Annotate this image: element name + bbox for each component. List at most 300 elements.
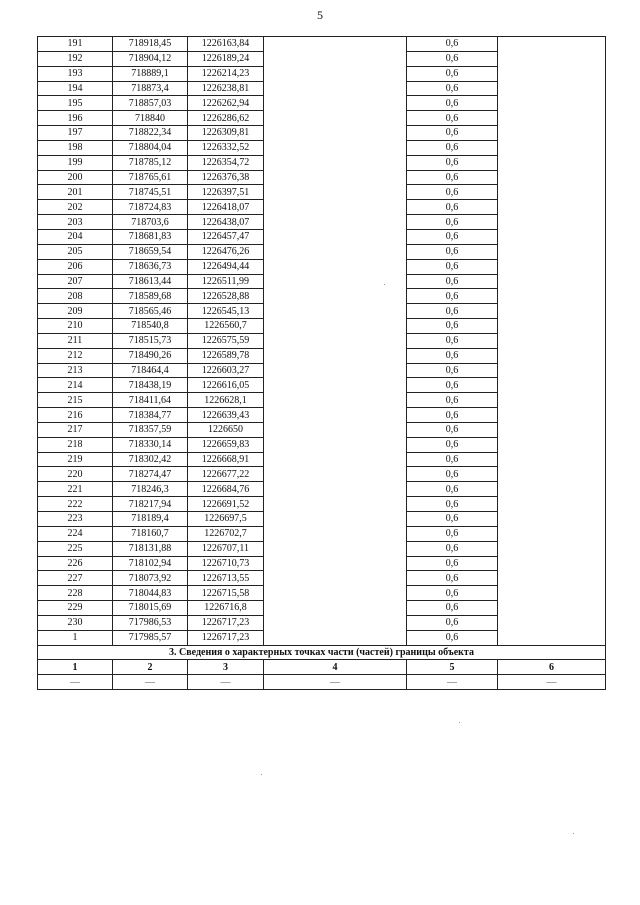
- description-cell: [498, 601, 606, 616]
- description-cell: [498, 140, 606, 155]
- method-cell: [264, 541, 407, 556]
- section3-header-cell: 1: [38, 660, 113, 675]
- point-number: 227: [38, 571, 113, 586]
- method-cell: [264, 200, 407, 215]
- x-coordinate: 718464,4: [113, 363, 188, 378]
- point-number: 202: [38, 200, 113, 215]
- section3-value-cell: —: [38, 675, 113, 690]
- method-cell: [264, 244, 407, 259]
- x-coordinate: 718681,83: [113, 229, 188, 244]
- table-row: [38, 333, 606, 348]
- description-cell: [498, 155, 606, 170]
- y-coordinate: 1226189,24: [188, 51, 264, 66]
- section3-value-cell: —: [498, 675, 606, 690]
- accuracy-value: 0,6: [407, 66, 498, 81]
- table-row: [38, 229, 606, 244]
- y-coordinate: 1226650: [188, 422, 264, 437]
- y-coordinate: 1226707,11: [188, 541, 264, 556]
- y-coordinate: 1226715,58: [188, 586, 264, 601]
- section3-header-cell: 6: [498, 660, 606, 675]
- y-coordinate: 1226716,8: [188, 601, 264, 616]
- x-coordinate: 718384,77: [113, 408, 188, 423]
- point-number: 226: [38, 556, 113, 571]
- table-row: [38, 274, 606, 289]
- method-cell: [264, 96, 407, 111]
- description-cell: [498, 215, 606, 230]
- point-number: 211: [38, 333, 113, 348]
- point-number: 207: [38, 274, 113, 289]
- y-coordinate: 1226418,07: [188, 200, 264, 215]
- method-cell: [264, 586, 407, 601]
- point-number: 197: [38, 126, 113, 141]
- x-coordinate: 718160,7: [113, 526, 188, 541]
- point-number: 214: [38, 378, 113, 393]
- x-coordinate: 718857,03: [113, 96, 188, 111]
- y-coordinate: 1226457,47: [188, 229, 264, 244]
- y-coordinate: 1226684,76: [188, 482, 264, 497]
- y-coordinate: 1226717,23: [188, 615, 264, 630]
- y-coordinate: 1226354,72: [188, 155, 264, 170]
- y-coordinate: 1226713,55: [188, 571, 264, 586]
- accuracy-value: 0,6: [407, 437, 498, 452]
- table-row: [38, 348, 606, 363]
- x-coordinate: 718540,8: [113, 319, 188, 334]
- section3-value-cell: —: [188, 675, 264, 690]
- y-coordinate: 1226560,7: [188, 319, 264, 334]
- method-cell: [264, 185, 407, 200]
- y-coordinate: 1226163,84: [188, 37, 264, 52]
- method-cell: [264, 274, 407, 289]
- accuracy-value: 0,6: [407, 348, 498, 363]
- description-cell: [498, 452, 606, 467]
- accuracy-value: 0,6: [407, 408, 498, 423]
- table-row: [38, 170, 606, 185]
- table-row: [38, 215, 606, 230]
- method-cell: [264, 215, 407, 230]
- method-cell: [264, 630, 407, 645]
- table-row: [38, 630, 606, 645]
- accuracy-value: 0,6: [407, 51, 498, 66]
- section3-value-row: [38, 675, 606, 690]
- accuracy-value: 0,6: [407, 556, 498, 571]
- table-row: [38, 185, 606, 200]
- section3-header-cell: 5: [407, 660, 498, 675]
- table-row: [38, 37, 606, 52]
- x-coordinate: 718785,12: [113, 155, 188, 170]
- table-row: [38, 140, 606, 155]
- y-coordinate: 1226702,7: [188, 526, 264, 541]
- x-coordinate: 718189,4: [113, 512, 188, 527]
- accuracy-value: 0,6: [407, 155, 498, 170]
- y-coordinate: 1226677,22: [188, 467, 264, 482]
- y-coordinate: 1226309,81: [188, 126, 264, 141]
- point-number: 196: [38, 111, 113, 126]
- table-row: [38, 556, 606, 571]
- method-cell: [264, 289, 407, 304]
- description-cell: [498, 274, 606, 289]
- method-cell: [264, 378, 407, 393]
- x-coordinate: 718659,54: [113, 244, 188, 259]
- description-cell: [498, 422, 606, 437]
- table-row: [38, 111, 606, 126]
- point-number: 213: [38, 363, 113, 378]
- description-cell: [498, 571, 606, 586]
- table-row: [38, 526, 606, 541]
- x-coordinate: 718330,14: [113, 437, 188, 452]
- table-row: [38, 96, 606, 111]
- accuracy-value: 0,6: [407, 229, 498, 244]
- description-cell: [498, 512, 606, 527]
- section3-title: 3. Сведения о характерных точках части (частей) границы объекта: [38, 645, 606, 660]
- x-coordinate: 718357,59: [113, 422, 188, 437]
- y-coordinate: 1226659,83: [188, 437, 264, 452]
- method-cell: [264, 497, 407, 512]
- point-number: 204: [38, 229, 113, 244]
- method-cell: [264, 512, 407, 527]
- accuracy-value: 0,6: [407, 37, 498, 52]
- method-cell: [264, 155, 407, 170]
- point-number: 220: [38, 467, 113, 482]
- method-cell: [264, 304, 407, 319]
- y-coordinate: 1226710,73: [188, 556, 264, 571]
- point-number: 212: [38, 348, 113, 363]
- accuracy-value: 0,6: [407, 333, 498, 348]
- table-row: [38, 200, 606, 215]
- description-cell: [498, 200, 606, 215]
- point-number: 1: [38, 630, 113, 645]
- method-cell: [264, 482, 407, 497]
- page-number: 5: [317, 8, 323, 22]
- accuracy-value: 0,6: [407, 586, 498, 601]
- method-cell: [264, 259, 407, 274]
- point-number: 223: [38, 512, 113, 527]
- accuracy-value: 0,6: [407, 274, 498, 289]
- description-cell: [498, 467, 606, 482]
- x-coordinate: 718515,73: [113, 333, 188, 348]
- y-coordinate: 1226438,07: [188, 215, 264, 230]
- x-coordinate: 718765,61: [113, 170, 188, 185]
- description-cell: [498, 51, 606, 66]
- method-cell: [264, 363, 407, 378]
- x-coordinate: 717986,53: [113, 615, 188, 630]
- accuracy-value: 0,6: [407, 170, 498, 185]
- y-coordinate: 1226616,05: [188, 378, 264, 393]
- section3-header-cell: 3: [188, 660, 264, 675]
- table-row: [38, 393, 606, 408]
- section3-value-cell: —: [113, 675, 188, 690]
- method-cell: [264, 111, 407, 126]
- table-row: [38, 378, 606, 393]
- method-cell: [264, 437, 407, 452]
- y-coordinate: 1226286,62: [188, 111, 264, 126]
- x-coordinate: 718840: [113, 111, 188, 126]
- accuracy-value: 0,6: [407, 111, 498, 126]
- y-coordinate: 1226697,5: [188, 512, 264, 527]
- description-cell: [498, 393, 606, 408]
- accuracy-value: 0,6: [407, 615, 498, 630]
- y-coordinate: 1226717,23: [188, 630, 264, 645]
- y-coordinate: 1226691,52: [188, 497, 264, 512]
- accuracy-value: 0,6: [407, 422, 498, 437]
- x-coordinate: 718302,42: [113, 452, 188, 467]
- description-cell: [498, 81, 606, 96]
- description-cell: [498, 244, 606, 259]
- description-cell: [498, 289, 606, 304]
- section3: [38, 645, 606, 690]
- table-row: [38, 51, 606, 66]
- accuracy-value: 0,6: [407, 393, 498, 408]
- method-cell: [264, 319, 407, 334]
- x-coordinate: 718565,46: [113, 304, 188, 319]
- section3-value-cell: —: [264, 675, 407, 690]
- point-number: 192: [38, 51, 113, 66]
- table-row: [38, 467, 606, 482]
- y-coordinate: 1226262,94: [188, 96, 264, 111]
- y-coordinate: 1226639,43: [188, 408, 264, 423]
- x-coordinate: 718918,45: [113, 37, 188, 52]
- accuracy-value: 0,6: [407, 96, 498, 111]
- accuracy-value: 0,6: [407, 512, 498, 527]
- method-cell: [264, 615, 407, 630]
- accuracy-value: 0,6: [407, 81, 498, 96]
- point-number: 203: [38, 215, 113, 230]
- method-cell: [264, 393, 407, 408]
- table-row: [38, 408, 606, 423]
- accuracy-value: 0,6: [407, 497, 498, 512]
- accuracy-value: 0,6: [407, 601, 498, 616]
- table-row: [38, 259, 606, 274]
- method-cell: [264, 170, 407, 185]
- boundary-points-body: [38, 37, 606, 646]
- description-cell: [498, 37, 606, 52]
- x-coordinate: 718873,4: [113, 81, 188, 96]
- point-number: 225: [38, 541, 113, 556]
- description-cell: [498, 363, 606, 378]
- point-number: 219: [38, 452, 113, 467]
- x-coordinate: 718889,1: [113, 66, 188, 81]
- accuracy-value: 0,6: [407, 482, 498, 497]
- y-coordinate: 1226511,99: [188, 274, 264, 289]
- section3-header-cell: 4: [264, 660, 407, 675]
- method-cell: [264, 66, 407, 81]
- point-number: 210: [38, 319, 113, 334]
- point-number: 201: [38, 185, 113, 200]
- method-cell: [264, 81, 407, 96]
- point-number: 228: [38, 586, 113, 601]
- point-number: 198: [38, 140, 113, 155]
- x-coordinate: 718804,04: [113, 140, 188, 155]
- accuracy-value: 0,6: [407, 200, 498, 215]
- description-cell: [498, 259, 606, 274]
- description-cell: [498, 229, 606, 244]
- x-coordinate: 718613,44: [113, 274, 188, 289]
- accuracy-value: 0,6: [407, 363, 498, 378]
- y-coordinate: 1226668,91: [188, 452, 264, 467]
- description-cell: [498, 526, 606, 541]
- method-cell: [264, 140, 407, 155]
- method-cell: [264, 126, 407, 141]
- table-row: [38, 615, 606, 630]
- table-row: [38, 81, 606, 96]
- y-coordinate: 1226603,27: [188, 363, 264, 378]
- description-cell: [498, 378, 606, 393]
- description-cell: [498, 408, 606, 423]
- y-coordinate: 1226545,13: [188, 304, 264, 319]
- accuracy-value: 0,6: [407, 571, 498, 586]
- table-row: [38, 601, 606, 616]
- table-row: [38, 66, 606, 81]
- section3-header-row: [38, 660, 606, 675]
- point-number: 215: [38, 393, 113, 408]
- method-cell: [264, 408, 407, 423]
- table-row: [38, 586, 606, 601]
- method-cell: [264, 51, 407, 66]
- section3-title-row: [38, 645, 606, 660]
- x-coordinate: 718490,26: [113, 348, 188, 363]
- table-row: [38, 541, 606, 556]
- boundary-points-table: [37, 36, 606, 690]
- x-coordinate: 718217,94: [113, 497, 188, 512]
- accuracy-value: 0,6: [407, 185, 498, 200]
- accuracy-value: 0,6: [407, 319, 498, 334]
- accuracy-value: 0,6: [407, 304, 498, 319]
- accuracy-value: 0,6: [407, 289, 498, 304]
- x-coordinate: 718822,34: [113, 126, 188, 141]
- scan-speck: [573, 833, 574, 834]
- section3-header-cell: 2: [113, 660, 188, 675]
- table-row: [38, 497, 606, 512]
- point-number: 222: [38, 497, 113, 512]
- description-cell: [498, 437, 606, 452]
- table-row: [38, 512, 606, 527]
- table-row: [38, 422, 606, 437]
- y-coordinate: 1226589,78: [188, 348, 264, 363]
- description-cell: [498, 304, 606, 319]
- y-coordinate: 1226528,88: [188, 289, 264, 304]
- description-cell: [498, 541, 606, 556]
- table-row: [38, 289, 606, 304]
- description-cell: [498, 126, 606, 141]
- y-coordinate: 1226628,1: [188, 393, 264, 408]
- description-cell: [498, 111, 606, 126]
- point-number: 200: [38, 170, 113, 185]
- table-row: [38, 482, 606, 497]
- x-coordinate: 718102,94: [113, 556, 188, 571]
- description-cell: [498, 170, 606, 185]
- method-cell: [264, 333, 407, 348]
- table-row: [38, 571, 606, 586]
- accuracy-value: 0,6: [407, 541, 498, 556]
- point-number: 229: [38, 601, 113, 616]
- table-row: [38, 304, 606, 319]
- table-row: [38, 319, 606, 334]
- scan-speck: [459, 722, 460, 723]
- method-cell: [264, 229, 407, 244]
- description-cell: [498, 348, 606, 363]
- description-cell: [498, 185, 606, 200]
- accuracy-value: 0,6: [407, 452, 498, 467]
- table-row: [38, 155, 606, 170]
- y-coordinate: 1226476,26: [188, 244, 264, 259]
- point-number: 224: [38, 526, 113, 541]
- method-cell: [264, 37, 407, 52]
- table-row: [38, 452, 606, 467]
- description-cell: [498, 615, 606, 630]
- x-coordinate: 718745,51: [113, 185, 188, 200]
- description-cell: [498, 66, 606, 81]
- x-coordinate: 718131,88: [113, 541, 188, 556]
- description-cell: [498, 630, 606, 645]
- x-coordinate: 718015,69: [113, 601, 188, 616]
- accuracy-value: 0,6: [407, 467, 498, 482]
- description-cell: [498, 96, 606, 111]
- table-row: [38, 363, 606, 378]
- point-number: 230: [38, 615, 113, 630]
- accuracy-value: 0,6: [407, 244, 498, 259]
- method-cell: [264, 467, 407, 482]
- scan-speck: [384, 284, 385, 285]
- point-number: 194: [38, 81, 113, 96]
- method-cell: [264, 348, 407, 363]
- description-cell: [498, 497, 606, 512]
- point-number: 218: [38, 437, 113, 452]
- point-number: 221: [38, 482, 113, 497]
- x-coordinate: 718411,64: [113, 393, 188, 408]
- method-cell: [264, 526, 407, 541]
- table-row: [38, 437, 606, 452]
- point-number: 205: [38, 244, 113, 259]
- x-coordinate: 717985,57: [113, 630, 188, 645]
- x-coordinate: 718073,92: [113, 571, 188, 586]
- x-coordinate: 718703,6: [113, 215, 188, 230]
- accuracy-value: 0,6: [407, 126, 498, 141]
- description-cell: [498, 556, 606, 571]
- accuracy-value: 0,6: [407, 259, 498, 274]
- x-coordinate: 718438,19: [113, 378, 188, 393]
- method-cell: [264, 422, 407, 437]
- section3-value-cell: —: [407, 675, 498, 690]
- y-coordinate: 1226376,38: [188, 170, 264, 185]
- point-number: 208: [38, 289, 113, 304]
- point-number: 217: [38, 422, 113, 437]
- point-number: 193: [38, 66, 113, 81]
- accuracy-value: 0,6: [407, 630, 498, 645]
- method-cell: [264, 601, 407, 616]
- y-coordinate: 1226214,23: [188, 66, 264, 81]
- description-cell: [498, 482, 606, 497]
- x-coordinate: 718246,3: [113, 482, 188, 497]
- x-coordinate: 718274,47: [113, 467, 188, 482]
- accuracy-value: 0,6: [407, 526, 498, 541]
- method-cell: [264, 571, 407, 586]
- x-coordinate: 718724,83: [113, 200, 188, 215]
- y-coordinate: 1226397,51: [188, 185, 264, 200]
- point-number: 191: [38, 37, 113, 52]
- scan-speck: [261, 774, 262, 775]
- point-number: 206: [38, 259, 113, 274]
- accuracy-value: 0,6: [407, 140, 498, 155]
- accuracy-value: 0,6: [407, 378, 498, 393]
- x-coordinate: 718636,73: [113, 259, 188, 274]
- table-row: [38, 126, 606, 141]
- y-coordinate: 1226238,81: [188, 81, 264, 96]
- x-coordinate: 718589,68: [113, 289, 188, 304]
- x-coordinate: 718904,12: [113, 51, 188, 66]
- method-cell: [264, 556, 407, 571]
- y-coordinate: 1226575,59: [188, 333, 264, 348]
- x-coordinate: 718044,83: [113, 586, 188, 601]
- accuracy-value: 0,6: [407, 215, 498, 230]
